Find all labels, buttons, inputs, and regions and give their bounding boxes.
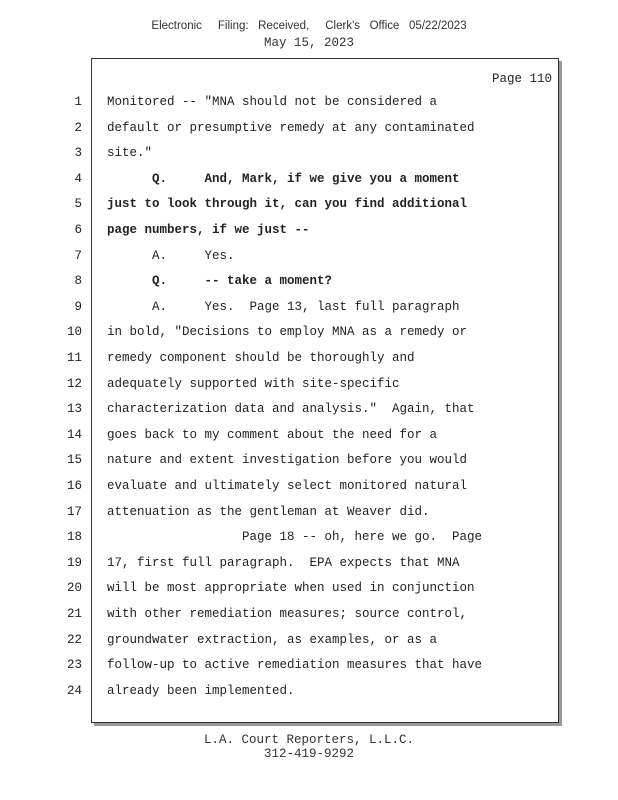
page-number: Page 110 [491,72,552,86]
line-text: default or presumptive remedy at any contaminated [107,121,475,135]
line-text: Q. And, Mark, if we give you a moment [107,172,460,186]
line-text: follow-up to active remediation measures that have [107,658,483,672]
line-text: groundwater extraction, as examples, or as a [107,633,438,647]
line-text: attenuation as the gentleman at Weaver did. [107,505,430,519]
line-number: 3 [74,146,82,160]
line-number: 6 [74,223,82,237]
line-number: 1 [74,95,82,109]
line-text: will be most appropriate when used in conjunction [107,581,475,595]
line-text: just to look through it, can you find additional [107,197,468,211]
line-number: 23 [66,658,82,672]
line-number: 7 [74,249,82,263]
line-number: 2 [74,121,82,135]
line-number: 24 [66,684,82,698]
line-text: 17, first full paragraph. EPA expects that MNA [107,556,460,570]
line-number: 16 [66,479,82,493]
line-number: 13 [66,402,82,416]
line-number: 14 [66,428,82,442]
line-number: 11 [66,351,82,365]
line-number: 17 [66,505,82,519]
line-number: 18 [66,530,82,544]
line-number: 8 [74,274,82,288]
court-reporter-phone: 312-419-9292 [263,747,354,761]
line-text: Page 18 -- oh, here we go. Page [107,530,483,544]
line-text: Q. -- take a moment? [107,274,333,288]
line-number: 5 [74,197,82,211]
line-text: A. Yes. [107,249,235,263]
line-text: goes back to my comment about the need for a [107,428,438,442]
line-number: 20 [66,581,82,595]
line-text: Monitored -- "MNA should not be considered a [107,95,438,109]
filing-stamp: Electronic Filing: Received, Clerk's Office 05/22/2023 [151,20,467,32]
line-text: page numbers, if we just -- [107,223,310,237]
line-number: 22 [66,633,82,647]
line-text: already been implemented. [107,684,295,698]
line-text: site." [107,146,153,160]
line-text: A. Yes. Page 13, last full paragraph [107,300,460,314]
court-reporter-name: L.A. Court Reporters, L.L.C. [203,733,415,747]
line-text: remedy component should be thoroughly and [107,351,415,365]
transcript-date: May 15, 2023 [263,36,354,50]
line-number: 19 [66,556,82,570]
line-text: with other remediation measures; source control, [107,607,468,621]
line-number: 10 [66,325,82,339]
line-text: characterization data and analysis." Again, that [107,402,475,416]
line-text: adequately supported with site-specific [107,377,400,391]
line-number: 12 [66,377,82,391]
line-number: 9 [74,300,82,314]
line-number: 4 [74,172,82,186]
line-text: nature and extent investigation before you would [107,453,468,467]
line-number: 15 [66,453,82,467]
line-text: evaluate and ultimately select monitored natural [107,479,468,493]
line-text: in bold, "Decisions to employ MNA as a remedy or [107,325,468,339]
line-number: 21 [66,607,82,621]
